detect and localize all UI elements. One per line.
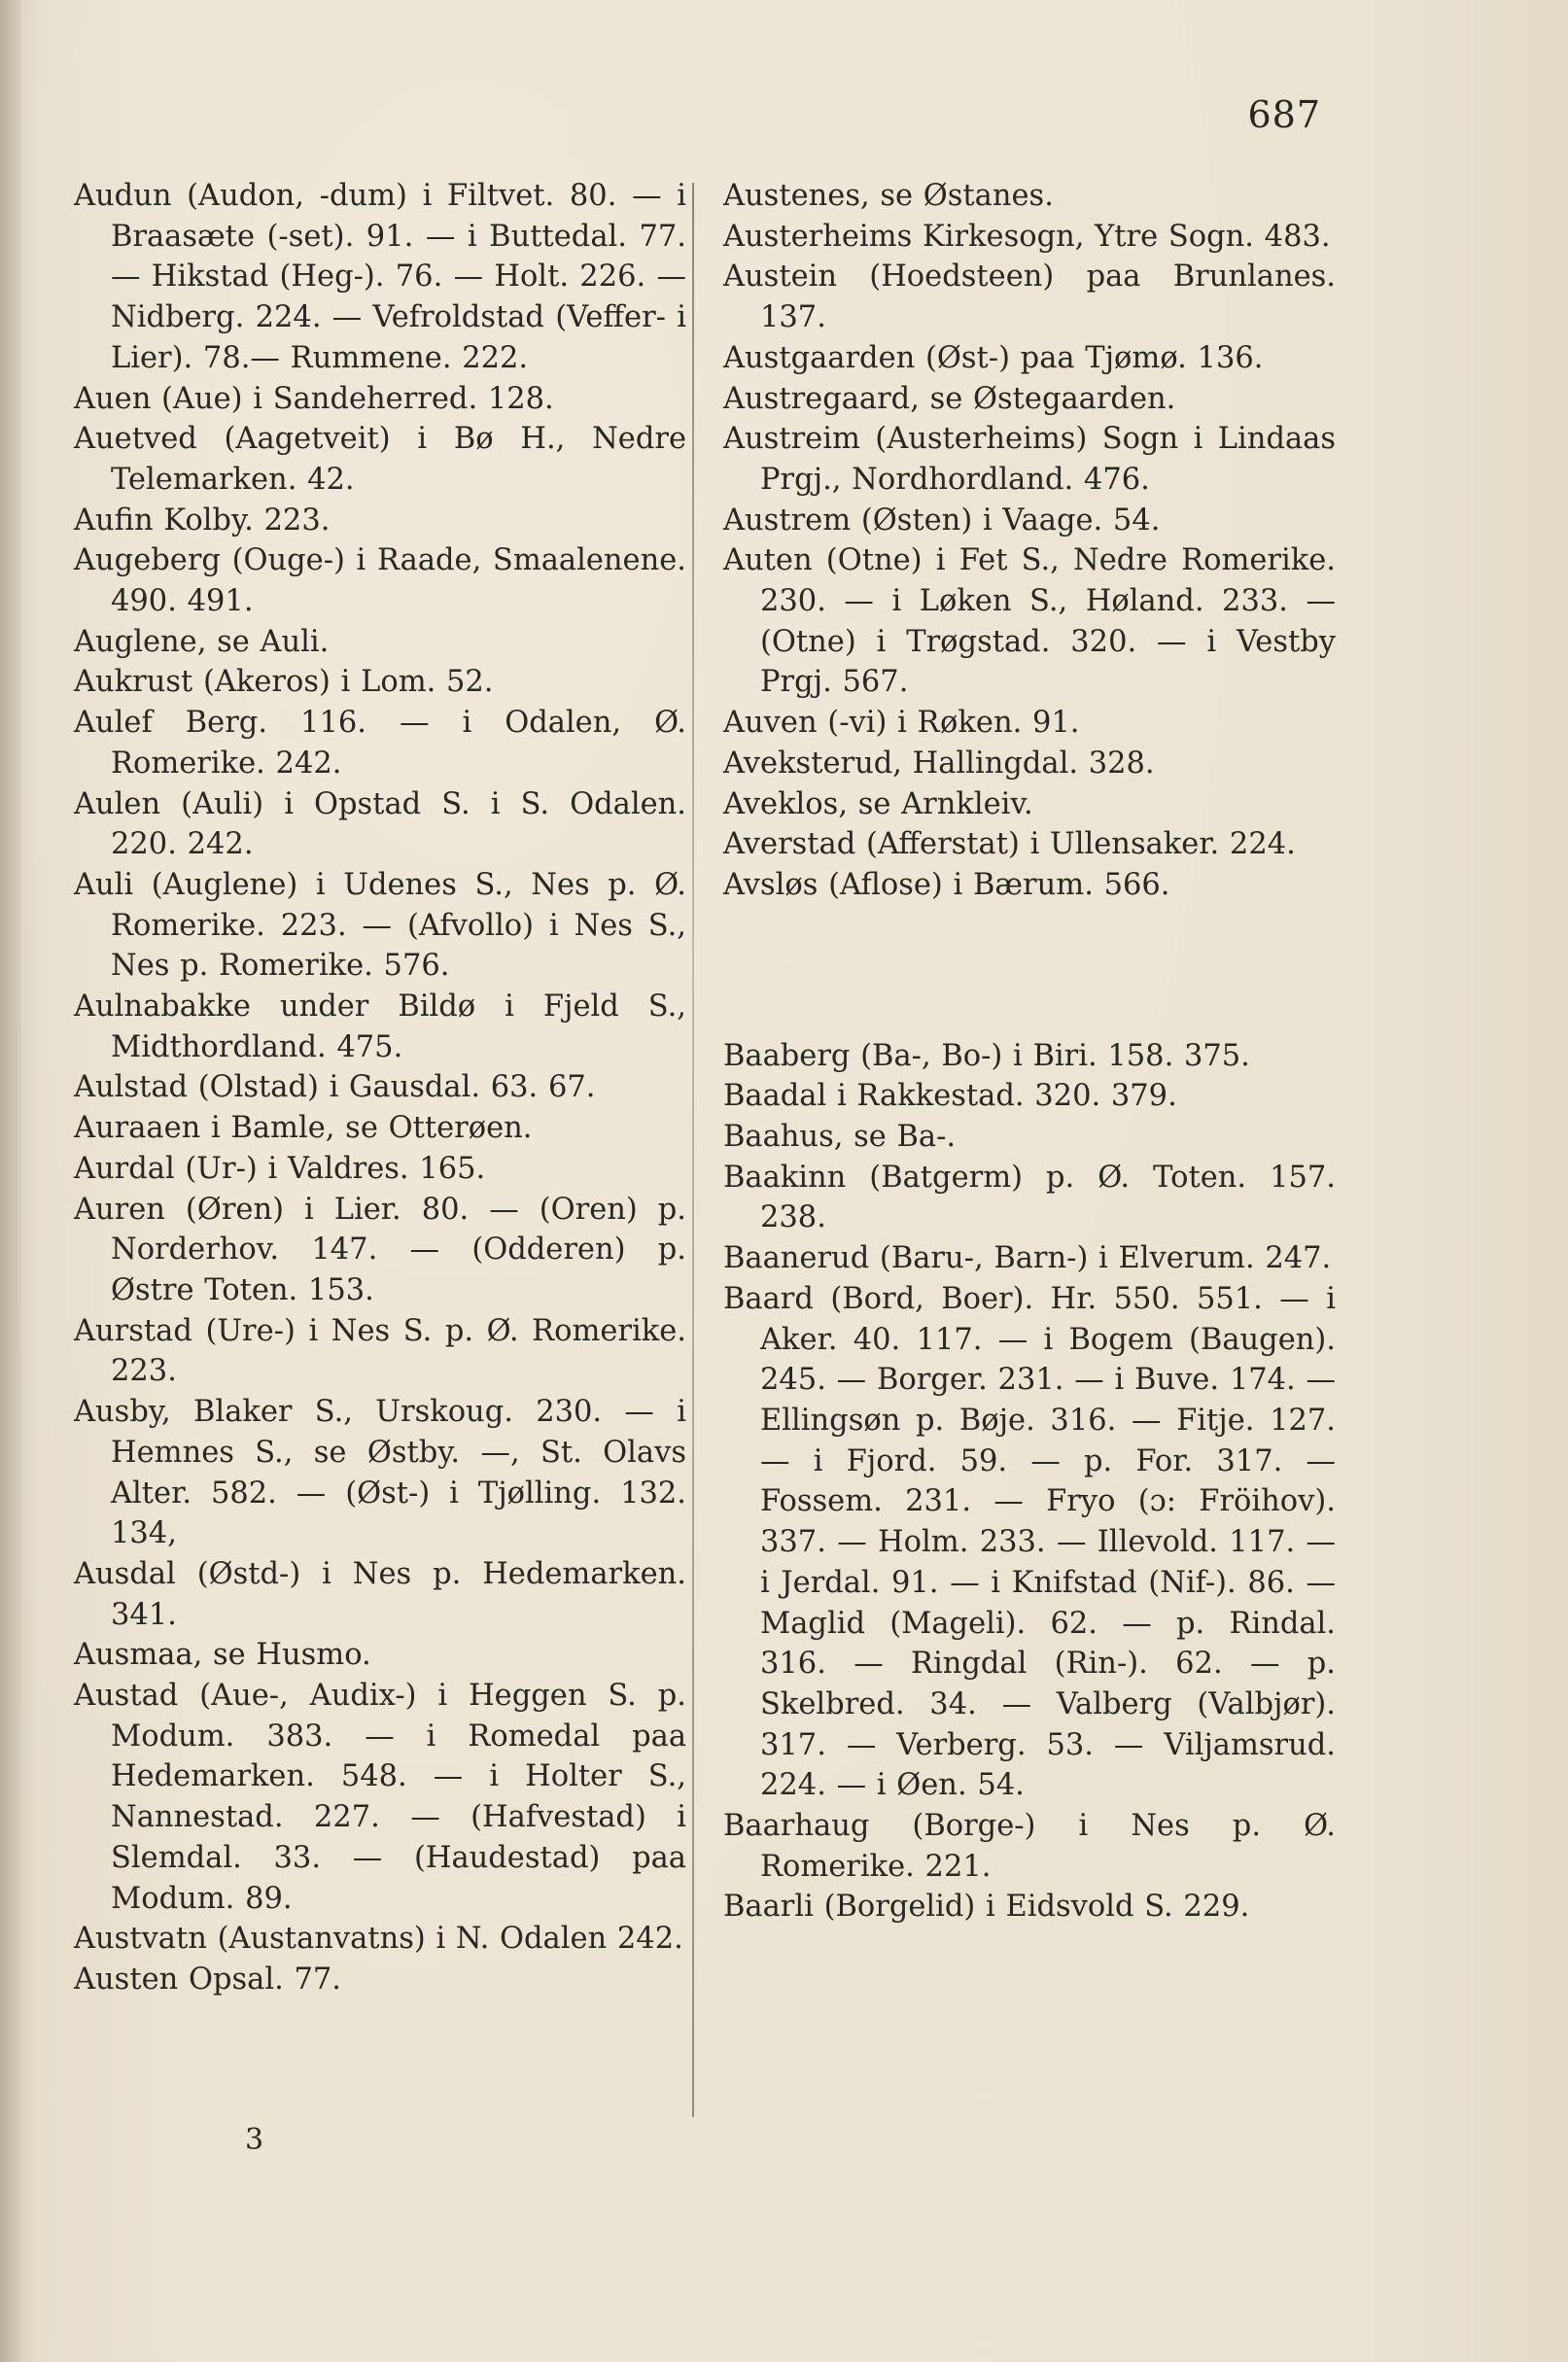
index-entry: Austen Opsal. 77. bbox=[74, 1962, 341, 1997]
index-entry: Baadal i Rakkestad. 320. 379. bbox=[723, 1079, 1177, 1114]
index-entry: Auren (Øren) i Lier. 80. — (Oren) p. Norderhov. 147. — (Odderen) p. Østre Toten. 153. bbox=[74, 1192, 686, 1307]
index-entry: Austrem (Østen) i Vaage. 54. bbox=[723, 503, 1161, 538]
index-entry: Ausmaa, se Husmo. bbox=[74, 1638, 371, 1673]
index-entry: Auven (-vi) i Røken. 91. bbox=[723, 706, 1080, 741]
index-entry: Baahus, se Ba-. bbox=[723, 1120, 957, 1155]
index-entry: Aulef Berg. 116. — i Odalen, Ø. Romerike. 242. bbox=[74, 706, 686, 781]
index-entry: Ausdal (Østd-) i Nes p. Hedemarken. 341. bbox=[74, 1556, 686, 1632]
column-divider bbox=[692, 183, 694, 2117]
index-entry: Austreim (Austerheims) Sogn i Lindaas Prgj., Nordhordland. 476. bbox=[723, 422, 1336, 497]
index-entry: Austvatn (Austanvatns) i N. Odalen 242. bbox=[74, 1922, 683, 1957]
page-spine-shadow bbox=[0, 0, 21, 2362]
index-entry: Baarli (Borgelid) i Eidsvold S. 229. bbox=[723, 1890, 1250, 1925]
right-column bbox=[723, 176, 1336, 1928]
index-entry: Aukrust (Akeros) i Lom. 52. bbox=[74, 665, 494, 700]
printer-signature-mark: 3 bbox=[245, 2123, 264, 2157]
index-entry: Aulen (Auli) i Opstad S. i S. Odalen. 220. 242. bbox=[74, 786, 686, 862]
index-entry: Austerheims Kirkesogn, Ytre Sogn. 483. bbox=[723, 219, 1331, 254]
index-entry: Ausby, Blaker S., Urskoug. 230. — i Hemnes S., se Østby. —, St. Olavs Alter. 582. — (Øst-) i Tjølling. 132. 134, bbox=[74, 1395, 686, 1551]
index-entry: Aveklos, se Arnkleiv. bbox=[723, 786, 1033, 821]
index-entry: Baarhaug (Borge-) i Nes p. Ø. Romerike. 221. bbox=[723, 1809, 1336, 1884]
index-entry: Austein (Hoedsteen) paa Brunlanes. 137. bbox=[723, 260, 1336, 335]
letter-section-gap bbox=[723, 906, 1336, 1036]
index-entry: Audun (Audon, -dum) i Filtvet. 80. — i Braasæte (-set). 91. — i Buttedal. 77. — Hikstad (Heg-). 76. — Holt. 226. — Nidberg. 224. — Vefroldstad (Veffer- i Lier). 78.— Rummene. 222. bbox=[74, 179, 686, 375]
index-entry: Aurdal (Ur-) i Valdres. 165. bbox=[74, 1151, 486, 1186]
index-entry: Aurstad (Ure-) i Nes S. p. Ø. Romerike. 223. bbox=[74, 1313, 686, 1389]
index-entry: Baaberg (Ba-, Bo-) i Biri. 158. 375. bbox=[723, 1038, 1250, 1073]
index-entry: Auten (Otne) i Fet S., Nedre Romerike. 230. — i Løken S., Høland. 233. — (Otne) i Trøgstad. 320. — i Vestby Prgj. 567. bbox=[723, 543, 1336, 700]
index-entry: Averstad (Afferstat) i Ullensaker. 224. bbox=[723, 827, 1296, 862]
index-entry: Auli (Auglene) i Udenes S., Nes p. Ø. Romerike. 223. — (Afvollo) i Nes S., Nes p. Romerike. 576. bbox=[74, 867, 686, 984]
index-entry: Austgaarden (Øst-) paa Tjømø. 136. bbox=[723, 340, 1264, 375]
index-entry: Auen (Aue) i Sandeherred. 128. bbox=[74, 381, 554, 416]
page-number: 687 bbox=[1247, 93, 1321, 136]
index-entry: Aulstad (Olstad) i Gausdal. 63. 67. bbox=[74, 1070, 596, 1105]
index-entry: Avsløs (Aflose) i Bærum. 566. bbox=[723, 867, 1170, 902]
index-entry: Baakinn (Batgerm) p. Ø. Toten. 157. 238. bbox=[723, 1160, 1336, 1235]
index-entry: Auetved (Aagetveit) i Bø H., Nedre Telemarken. 42. bbox=[74, 422, 686, 497]
index-entry: Baanerud (Baru-, Barn-) i Elverum. 247. bbox=[723, 1241, 1332, 1276]
index-entry: Auglene, se Auli. bbox=[74, 624, 330, 659]
left-column bbox=[74, 176, 686, 2000]
index-entry: Austad (Aue-, Audix-) i Heggen S. p. Modum. 383. — i Romedal paa Hedemarken. 548. — i Holter S., Nannestad. 227. — (Hafvestad) i Slemdal. 33. — (Haudestad) paa Modum. 89. bbox=[74, 1679, 686, 1916]
index-entry: Austenes, se Østanes. bbox=[723, 179, 1054, 213]
index-entry: Austregaard, se Østegaarden. bbox=[723, 381, 1176, 416]
index-entry: Augeberg (Ouge-) i Raade, Smaalenene. 490. 491. bbox=[74, 543, 686, 619]
index-entry: Aufin Kolby. 223. bbox=[74, 503, 331, 538]
index-entry: Aveksterud, Hallingdal. 328. bbox=[723, 746, 1155, 781]
index-entry: Baard (Bord, Boer). Hr. 550. 551. — i Aker. 40. 117. — i Bogem (Baugen). 245. — Borger. 231. — i Buve. 174. — Ellingsøn p. Bøje. 316. — Fitje. 127. — i Fjord. 59. — p. For. 317. — Fossem. 231. — Fryo (ɔ: Fröihov). 337. — Holm. 233. — Illevold. 117. — i Jerdal. 91. — i Knifstad (Nif-). 86. — Maglid (Mageli). 62. — p. Rindal. 316. — Ringdal (Rin-). 62. — p. Skelbred. 34. — Valberg (Valbjør). 317. — Verberg. 53. — Viljamsrud. 224. — i Øen. 54. bbox=[723, 1281, 1336, 1803]
index-entry: Auraaen i Bamle, se Otterøen. bbox=[74, 1111, 533, 1146]
index-entry: Aulnabakke under Bildø i Fjeld S., Midthordland. 475. bbox=[74, 990, 686, 1064]
